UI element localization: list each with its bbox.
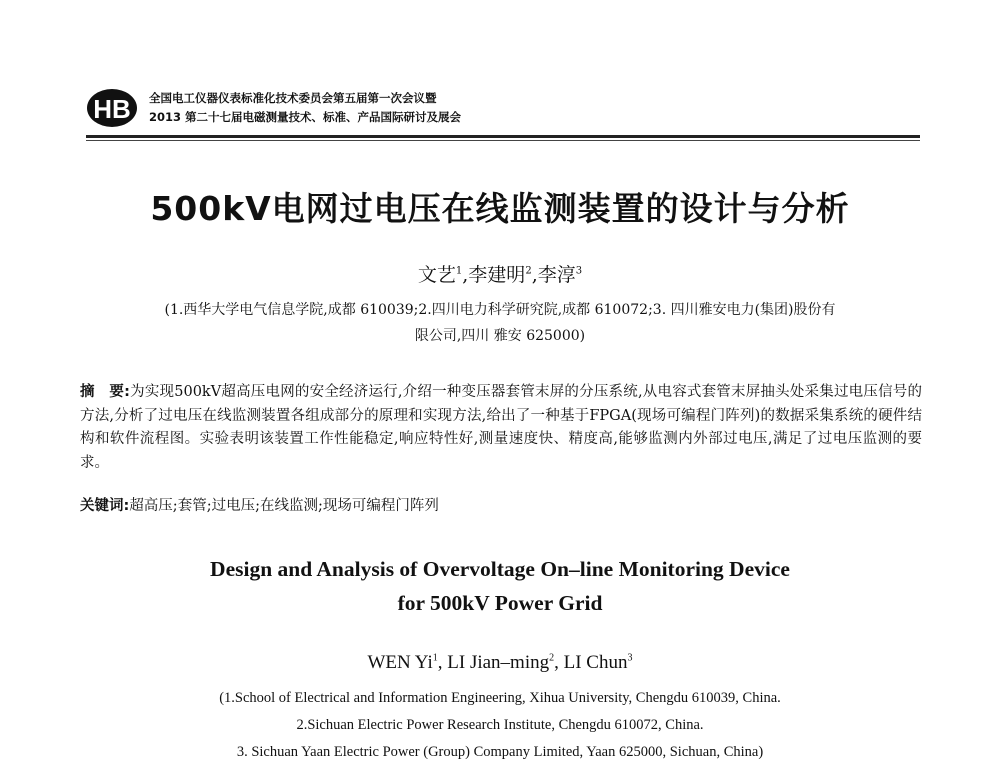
author-en-sup: 2 bbox=[549, 652, 555, 664]
authors-en bbox=[0, 650, 1000, 676]
author-en-sup: 1 bbox=[432, 652, 438, 664]
author-cn-sup: 1 bbox=[455, 265, 463, 277]
paper-title-en-line-2: for 500kV Power Grid bbox=[397, 591, 603, 615]
author-en-sep: , bbox=[437, 652, 448, 673]
authors-cn bbox=[0, 262, 1000, 288]
affiliation-cn-line-2: 限公司,四川 雅安 625000) bbox=[414, 328, 586, 344]
author-en-sup: 3 bbox=[627, 652, 633, 664]
author-cn-sup: 2 bbox=[525, 265, 532, 277]
author-en-sep: , bbox=[554, 652, 564, 673]
conference-logo bbox=[86, 88, 138, 128]
affiliation-en-line-2: 2.Sichuan Electric Power Research Institute, Chengdu 610072, China. bbox=[296, 717, 704, 733]
author-cn-sep: , bbox=[462, 264, 469, 286]
author-en-name: LI Jian–ming bbox=[447, 652, 550, 673]
author-en-name: WEN Yi bbox=[367, 652, 433, 673]
paper-title-en bbox=[0, 552, 1000, 620]
affiliation-en-line-3: 3. Sichuan Yaan Electric Power (Group) Company Limited, Yaan 625000, Sichuan, China) bbox=[236, 744, 764, 760]
conference-line-2: 2013 第二十七届电磁测量技术、标准、产品国际研讨及展会 bbox=[149, 110, 462, 124]
affiliation-en-line-1: (1.School of Electrical and Information Engineering, Xihua University, Chengdu 610039, China. bbox=[219, 690, 781, 706]
keywords-label: 关键词: bbox=[80, 498, 130, 514]
header-rule-thin bbox=[86, 140, 920, 141]
paper-title-en-line-1: Design and Analysis of Overvoltage On–line Monitoring Device bbox=[210, 557, 790, 581]
conference-header bbox=[86, 84, 920, 136]
logo-text: HB bbox=[93, 94, 131, 124]
abstract-label: 摘 要: bbox=[80, 384, 130, 400]
conference-line-1: 全国电工仪器仪表标准化技术委员会第五届第一次会议暨 bbox=[149, 91, 437, 105]
author-cn-name: 文艺 bbox=[417, 264, 456, 286]
header-rule-thick bbox=[86, 135, 920, 138]
author-cn-sep: , bbox=[531, 264, 538, 286]
conference-name bbox=[149, 89, 461, 127]
abstract-text: 为实现500kV超高压电网的安全经济运行,介绍一种变压器套管末屏的分压系统,从电容式套管末屏抽头处采集过电压信号的方法,分析了过电压在线监测装置各组成部分的原理和实现方法,给出了一种基于FPGA(现场可编程门阵列)的数据采集系统的硬件结构和软件流程图。实验表明该装置工作性能稳定,响应特性好,测量速度快、精度高,能够监测内外部过电压,满足了过电压监测的要求。 bbox=[80, 384, 922, 471]
author-en-name: LI Chun bbox=[563, 652, 628, 673]
paper-title-cn: 500kV电网过电压在线监测装置的设计与分析 bbox=[150, 189, 850, 228]
abstract bbox=[80, 381, 922, 475]
author-cn-name: 李淳 bbox=[537, 264, 576, 286]
affiliation-cn bbox=[80, 297, 920, 349]
author-cn-sup: 3 bbox=[575, 265, 583, 277]
affiliation-cn-line-1: (1.西华大学电气信息学院,成都 610039;2.四川电力科学研究院,成都 610072;3. 四川雅安电力(集团)股份有 bbox=[164, 302, 836, 318]
author-cn-name: 李建明 bbox=[468, 264, 526, 286]
keywords bbox=[80, 495, 922, 517]
keywords-text: 超高压;套管;过电压;在线监测;现场可编程门阵列 bbox=[129, 498, 439, 514]
affiliation-en bbox=[80, 685, 920, 766]
